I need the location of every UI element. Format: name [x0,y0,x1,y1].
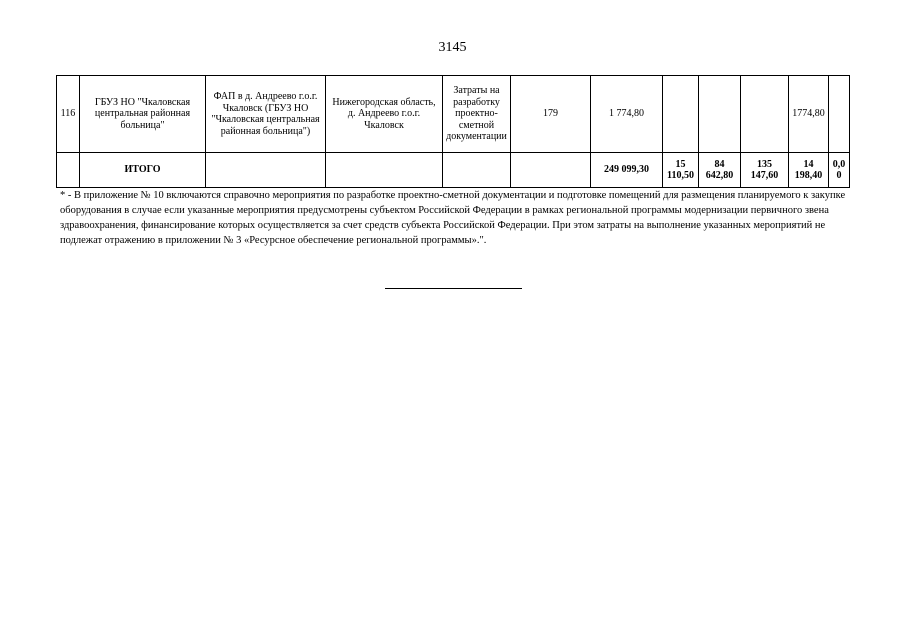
cell-empty [443,153,511,188]
closing-rule [385,288,522,289]
cell-empty [206,153,326,188]
footnote: * - В приложение № 10 включаются справочно мероприятия по разработке проектно-сметной документации и подготовке помещений для размещения планируемого к закупке оборудования в случае если указанные мероприятия предусмотрены субъектом Российской Федерации в рамках региональной программы модернизации первичного звена здравоохранения, финансирование которых осуществляется за счет средств субъекта Российской Федерации. При этом затраты на выполнение указанных мероприятий не подлежат отражению в приложении № 3 «Ресурсное обеспечение региональной программы».". [60,190,846,246]
page-number: 3145 [438,40,467,55]
cell-total-label: ИТОГО [80,153,206,188]
cell-total-col11: 14 198,40 [789,153,829,188]
cell-empty [326,153,443,188]
cell-total-col12: 0,00 [829,153,850,188]
cell-empty [511,153,591,188]
cell-total-col10: 135 147,60 [741,153,789,188]
cell-col10 [741,76,789,153]
cell-expense-type: Затраты на разработку проектно-сметной документации [443,76,511,153]
cell-total-col8: 15 110,50 [663,153,699,188]
cell-col11: 1774,80 [789,76,829,153]
table-row-total [57,153,850,188]
cell-empty [57,153,80,188]
cell-code: 179 [511,76,591,153]
cell-row-number: 116 [57,76,80,153]
cell-total: 1 774,80 [591,76,663,153]
cell-object: ФАП в д. Андреево г.о.г. Чкаловск (ГБУЗ НО "Чкаловская центральная районная больница") [206,76,326,153]
cell-grand-total: 249 099,30 [591,153,663,188]
cell-col9 [699,76,741,153]
cell-institution: ГБУЗ НО "Чкаловская центральная районная больница" [80,76,206,153]
facilities-table [56,75,850,188]
cell-address: Нижегородская область, д. Андреево г.о.г. Чкаловск [326,76,443,153]
table-row [57,76,850,153]
cell-total-col9: 84 642,80 [699,153,741,188]
cell-col12 [829,76,850,153]
cell-col8 [663,76,699,153]
